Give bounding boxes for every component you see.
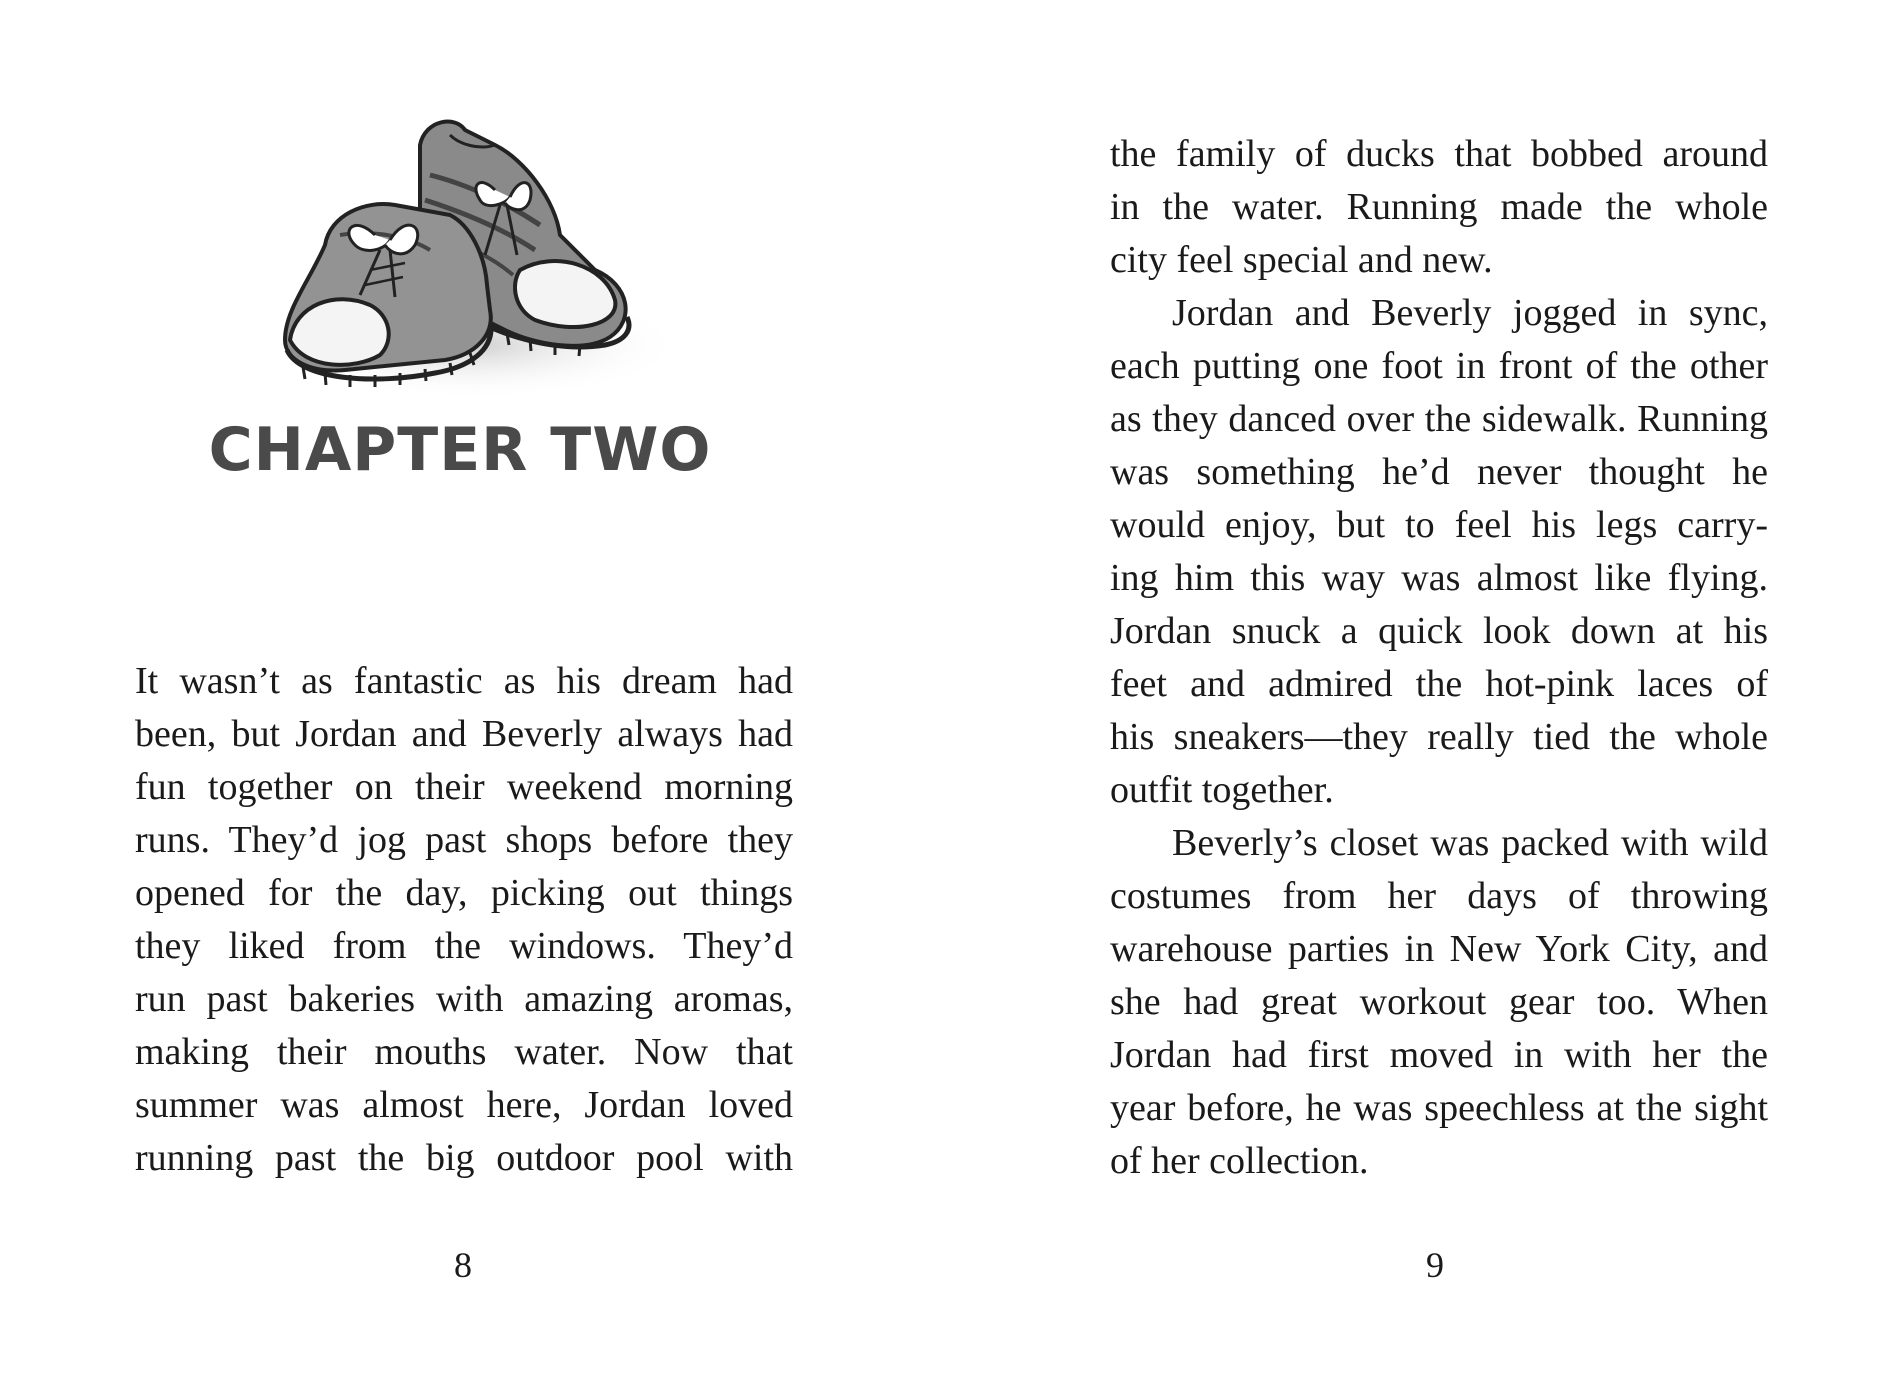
- chapter-title: CHAPTER TWO: [208, 415, 712, 485]
- text-line: running past the big outdoor pool with: [135, 1137, 793, 1179]
- text-line: been, but Jordan and Beverly always had: [135, 713, 793, 755]
- text-line: Jordan snuck a quick look down at his: [1110, 610, 1768, 652]
- text-line: ing him this way was almost like flying.: [1110, 557, 1768, 599]
- right-body-text: [1110, 128, 1768, 1188]
- text-line: making their mouths water. Now that: [135, 1031, 793, 1073]
- text-line: the family of ducks that bobbed around: [1110, 133, 1768, 175]
- page-number: 9: [1426, 1245, 1444, 1285]
- sneakers-illustration: [255, 105, 695, 405]
- text-line: each putting one foot in front of the other: [1110, 345, 1768, 387]
- text-line: year before, he was speechless at the sight: [1110, 1087, 1768, 1129]
- text-line: run past bakeries with amazing aromas,: [135, 978, 793, 1020]
- page-number: 8: [454, 1245, 472, 1285]
- text-line: city feel special and new.: [1110, 239, 1493, 281]
- text-line: runs. They’d jog past shops before they: [135, 819, 793, 861]
- text-line: opened for the day, picking out things: [135, 872, 793, 914]
- right-page: [945, 0, 1890, 1373]
- text-line: his sneakers—they really tied the whole: [1110, 716, 1768, 758]
- text-line: fun together on their weekend morning: [135, 766, 793, 808]
- text-line: as they danced over the sidewalk. Running: [1110, 398, 1768, 440]
- text-line: Jordan and Beverly jogged in sync,: [1172, 292, 1768, 334]
- text-line: costumes from her days of throwing: [1110, 875, 1768, 917]
- text-line: summer was almost here, Jordan loved: [135, 1084, 793, 1126]
- text-line: warehouse parties in New York City, and: [1110, 928, 1768, 970]
- text-line: It wasn’t as fantastic as his dream had: [135, 660, 793, 702]
- text-line: in the water. Running made the whole: [1110, 186, 1768, 228]
- text-line: she had great workout gear too. When: [1110, 981, 1768, 1023]
- text-line: was something he’d never thought he: [1110, 451, 1768, 493]
- text-line: would enjoy, but to feel his legs carry-: [1110, 504, 1768, 546]
- left-body-text: [135, 655, 793, 1185]
- text-line: of her collection.: [1110, 1140, 1369, 1182]
- text-line: outfit together.: [1110, 769, 1334, 811]
- text-line: Jordan had first moved in with her the: [1110, 1034, 1768, 1076]
- text-line: Beverly’s closet was packed with wild: [1172, 822, 1768, 864]
- text-line: feet and admired the hot-pink laces of: [1110, 663, 1768, 705]
- text-line: they liked from the windows. They’d: [135, 925, 793, 967]
